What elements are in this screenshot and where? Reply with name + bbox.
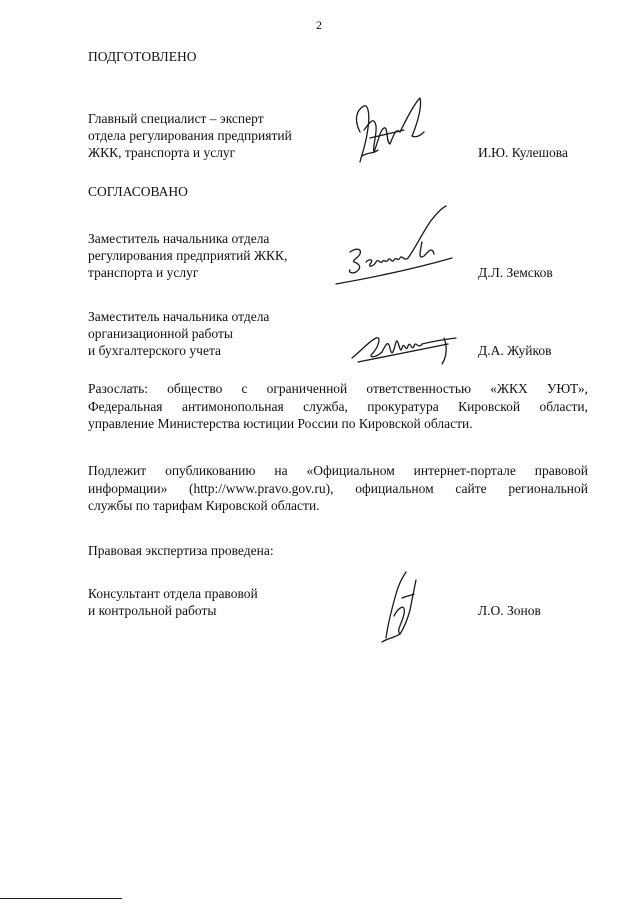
agreed-first-name: Д.Л. Земсков [478, 265, 553, 280]
prepared-heading: ПОДГОТОВЛЕНО [88, 49, 197, 64]
paragraph-line: Федеральная антимонопольная служба, прокуратура Кировской области, [88, 398, 588, 414]
position-line: отдела регулирования предприятий [88, 128, 292, 143]
position-line: регулирования предприятий ЖКК, [88, 248, 288, 263]
position-line: и бухгалтерского учета [88, 343, 222, 358]
paragraph-line: управление Министерства юстиции России по Кировской области. [88, 416, 473, 431]
signature-zhuykov [348, 328, 468, 368]
legal-review-name: Л.О. Зонов [478, 603, 541, 618]
legal-review-note: Правовая экспертиза проведена: [88, 543, 274, 558]
signature-zemskov [330, 204, 470, 290]
signature-zonov [372, 568, 432, 648]
publication-paragraph [88, 462, 588, 515]
footer-rule [0, 898, 122, 899]
paragraph-line: информации» (http://www.pravo.gov.ru), официальном сайте региональной [88, 480, 588, 496]
position-line: Главный специалист – эксперт [88, 111, 264, 126]
position-line: транспорта и услуг [88, 265, 199, 280]
position-line: Заместитель начальника отдела [88, 309, 270, 324]
distribution-paragraph [88, 380, 588, 433]
position-line: Консультант отдела правовой [88, 586, 258, 601]
paragraph-line: Разослать: общество с ограниченной ответственностью «ЖКХ УЮТ», [88, 381, 588, 396]
agreed-second-position [88, 308, 269, 359]
paragraph-line: службы по тарифам Кировской области. [88, 498, 320, 513]
prepared-name: И.Ю. Кулешова [478, 145, 568, 160]
prepared-position [88, 110, 292, 161]
agreed-second-name: Д.А. Жуйков [478, 343, 552, 358]
agreed-heading: СОГЛАСОВАНО [88, 184, 188, 199]
position-line: Заместитель начальника отдела [88, 231, 270, 246]
position-line: организационной работы [88, 326, 233, 341]
agreed-first-position [88, 230, 287, 281]
page-number: 2 [316, 18, 322, 32]
position-line: ЖКК, транспорта и услуг [88, 145, 236, 160]
position-line: и контрольной работы [88, 603, 217, 618]
signature-kuleshova [344, 92, 434, 172]
legal-review-position [88, 585, 258, 619]
paragraph-line: Подлежит опубликованию на «Официальном интернет-портале правовой [88, 463, 588, 478]
